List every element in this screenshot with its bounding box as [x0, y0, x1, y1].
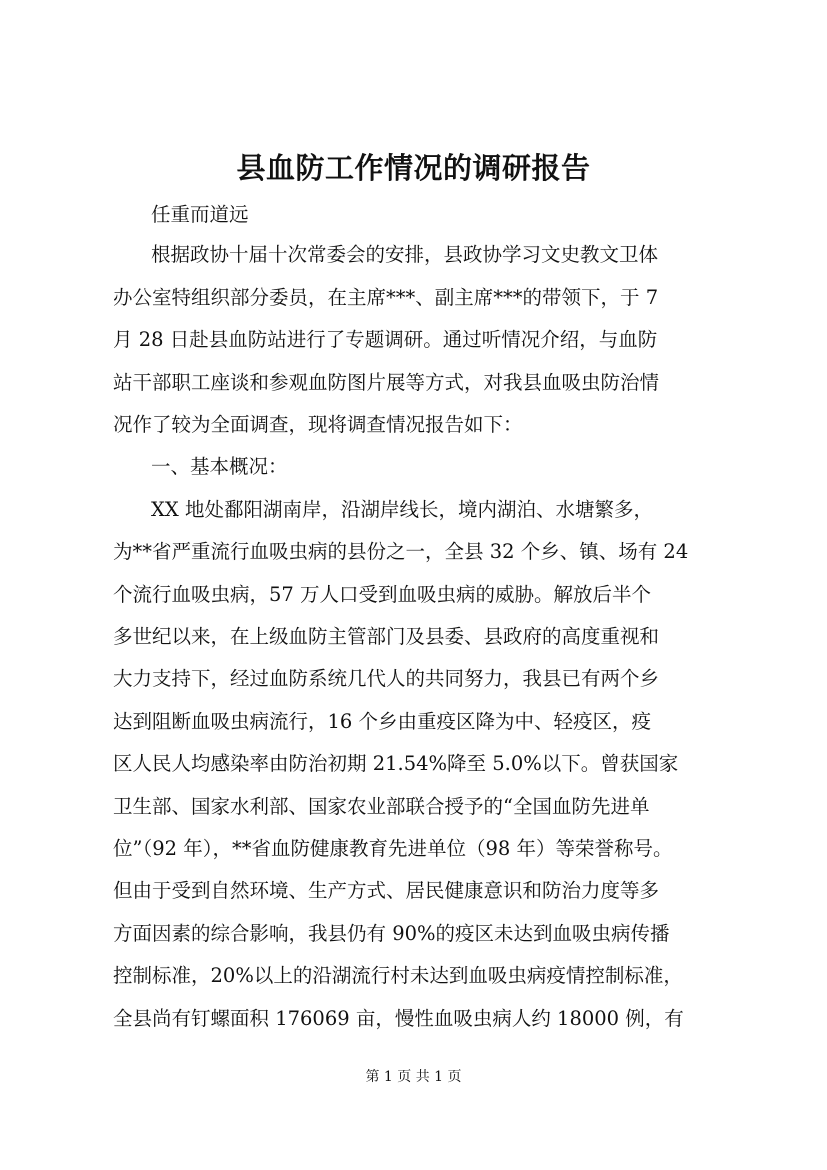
- body-line: 办公室特组织部分委员，在主席***、副主席***的带领下，于 7: [113, 286, 659, 309]
- body-line: 控制标准，20%以上的沿湖流行村未达到血吸虫病疫情控制标准，: [113, 964, 683, 987]
- body-line: 达到阻断血吸虫病流行，16 个乡由重疫区降为中、轻疫区，疫: [113, 710, 652, 733]
- body-line: 卫生部、国家水利部、国家农业部联合授予的“全国血防先进单: [113, 795, 650, 818]
- body-line: 多世纪以来，在上级血防主管部门及县委、县政府的高度重视和: [113, 625, 660, 648]
- body-line: 大力支持下，经过血防系统几代人的共同努力，我县已有两个乡: [113, 667, 660, 690]
- body-line: 为**省严重流行血吸虫病的县份之一，全县 32 个乡、镇、场有 24: [113, 540, 689, 563]
- body-line: 个流行血吸虫病，57 万人口受到血吸虫病的威胁。解放后半个: [113, 583, 652, 606]
- body-line: 方面因素的综合影响，我县仍有 90%的疫区未达到血吸虫病传播: [113, 922, 670, 945]
- body-line: 区人民人均感染率由防治初期 21.54%降至 5.0%以下。曾获国家: [113, 752, 679, 775]
- section-heading: 一、基本概况：: [151, 455, 288, 478]
- body-line: 但由于受到自然环境、生产方式、居民健康意识和防治力度等多: [113, 879, 660, 902]
- page-footer: 第 1 页 共 1 页: [365, 1069, 462, 1085]
- page-title: 县血防工作情况的调研报告: [236, 151, 591, 185]
- body-line: 月 28 日赴县血防站进行了专题调研。通过听情况介绍，与血防: [113, 328, 658, 351]
- body-line: 站干部职工座谈和参观血防图片展等方式，对我县血吸虫防治情: [113, 371, 660, 394]
- body-line-subtitle: 任重而道远: [151, 203, 249, 226]
- body-line: 根据政协十届十次常委会的安排，县政协学习文史教文卫体: [151, 243, 659, 266]
- body-line: 位”（92 年），**省血防健康教育先进单位（98 年）等荣誉称号。: [113, 837, 673, 860]
- body-line: 全县尚有钉螺面积 176069 亩，慢性血吸虫病人约 18000 例，有: [113, 1007, 684, 1030]
- body-line: XX 地处鄱阳湖南岸，沿湖岸线长，境内湖泊、水塘繁多，: [151, 498, 653, 521]
- body-line: 况作了较为全面调查，现将调查情况报告如下：: [113, 413, 523, 436]
